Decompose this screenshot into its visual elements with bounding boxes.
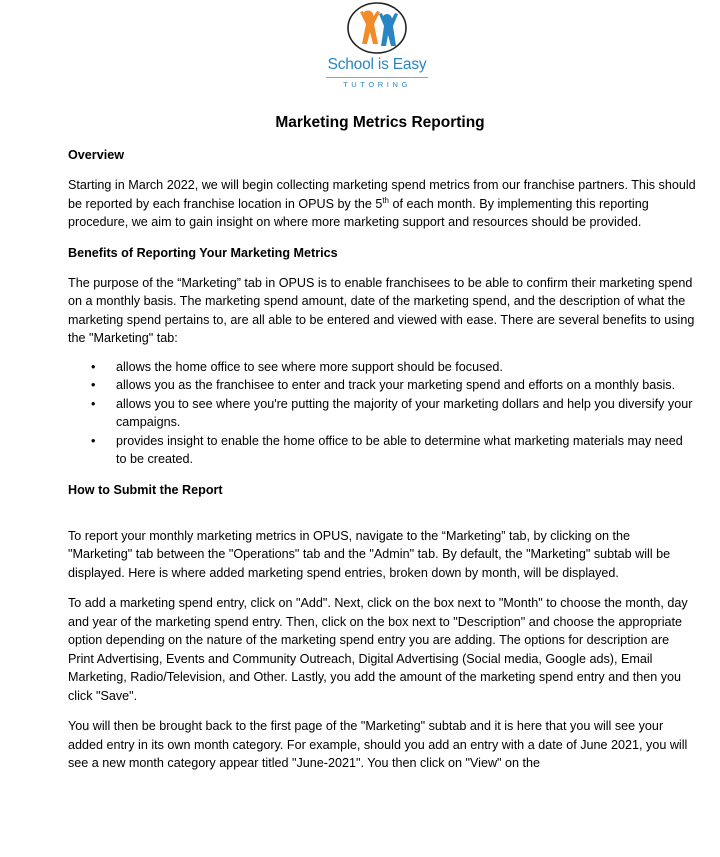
- overview-text-part1: Starting in March 2022, we will begin collecting marketing spend metrics from our franchise partners. This should be reported by each franchise location in OPUS by the 5: [68, 178, 696, 211]
- benefits-paragraph: The purpose of the “Marketing” tab in OPUS is to enable franchisees to be able to confirm their marketing spend on a monthly basis. The marketing spend amount, date of the marketing spend, and the description of what the marketing spend pertains to, are all able to be entered and viewed with ease. There are several benefits to using the "Marketing" tab:: [68, 275, 695, 345]
- logo-divider: [326, 77, 428, 78]
- benefits-list: [68, 358, 696, 469]
- submit-paragraph-3: You will then be brought back to the first page of the "Marketing" subtab and it is here that you will see your added entry in its own month category. For example, should you add an entry with a date of June 2021, you will see a new month category appear titled "June-2021". You then click on "View" on the: [68, 719, 688, 770]
- submit-paragraph-1: To report your monthly marketing metrics in OPUS, navigate to the “Marketing” tab, by clicking on the "Marketing" tab between the "Operations" tab and the "Admin" tab. By default, the "Marketing" subtab will be displayed. Here is where added marketing spend entries, broken down by month, will be displayed.: [68, 528, 671, 580]
- logo-tagline: TUTORING: [343, 80, 411, 89]
- logo-name: School is Easy: [327, 56, 427, 73]
- list-item: • provides insight to enable the home office to be able to determine what marketing materials may need to be created.: [116, 432, 696, 469]
- submit-heading: How to Submit the Report: [68, 482, 223, 497]
- school-is-easy-logo: [318, 2, 436, 92]
- list-item: • allows you to see where you're putting the majority of your marketing dollars and help you diversify your campaigns.: [116, 395, 696, 432]
- overview-paragraph: [68, 176, 696, 232]
- document-body: [68, 146, 696, 785]
- logo-figures-icon: [318, 2, 436, 58]
- submit-paragraph-2: To add a marketing spend entry, click on "Add". Next, click on the box next to "Month" to choose the month, day and year of the marketing spend entry. Then, click on the box next to "Description" and choose the appropriate option depending on the nature of the marketing spend entry you are adding. The options for description are Print Advertising, Events and Community Outreach, Digital Advertising (Social media, Google ads), Email Marketing, Radio/Television, and Other. Lastly, you add the amount of the marketing spend entry and then you click "Save".: [68, 596, 688, 703]
- spacer: [68, 511, 696, 527]
- benefits-heading: Benefits of Reporting Your Marketing Metrics: [68, 245, 338, 260]
- page-title: Marketing Metrics Reporting: [275, 114, 485, 131]
- overview-heading: Overview: [68, 148, 125, 162]
- overview-superscript: th: [382, 195, 389, 205]
- list-item: • allows the home office to see where more support should be focused.: [116, 358, 696, 377]
- overview-text-part2: of each month. By implementing this reporting procedure, we aim to gain insight on where more marketing support and resources should be provided.: [68, 196, 649, 229]
- list-item: • allows you as the franchisee to enter and track your marketing spend and efforts on a monthly basis.: [116, 376, 696, 395]
